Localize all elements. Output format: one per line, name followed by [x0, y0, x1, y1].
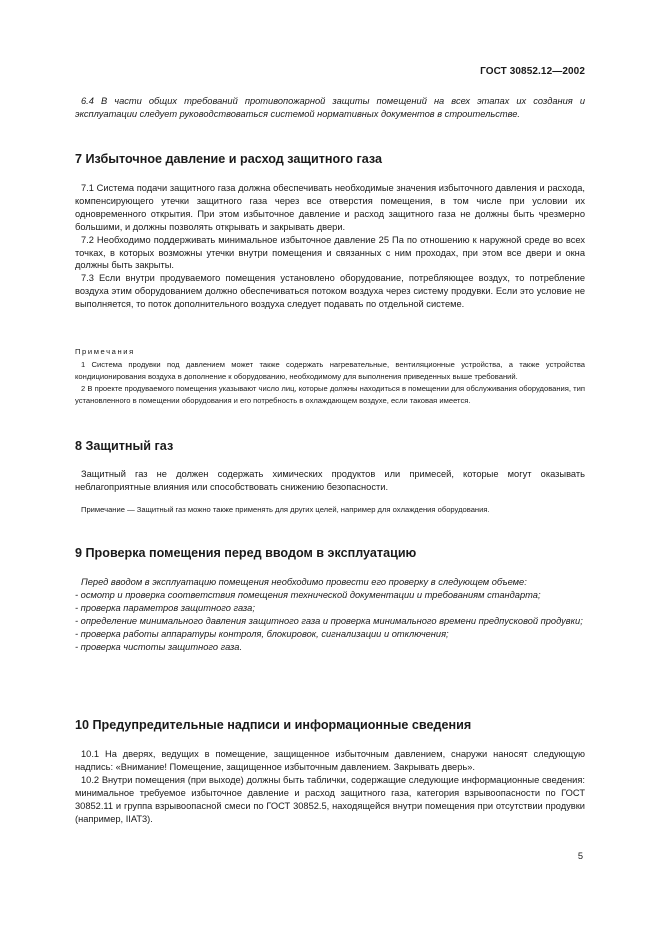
note-1: 1 Система продувки под давлением может также содержать нагревательные, вентиляционные устройства, а также устройства кондиционирования воздуха в дополнение к оборудованию, необходимому для выполнения приведенных выше требований. — [75, 360, 585, 381]
section-8-paragraph: Защитный газ не должен содержать химических продуктов или примесей, которые могут оказывать неблагоприятные влияния или способствовать снижению безопасности. — [75, 469, 585, 492]
paragraph-10-1: 10.1 На дверях, ведущих в помещение, защищенное избыточным давлением, снаружи наносят следующую надпись: «Внимание! Помещение, защищенное избыточным давлением. Закрывать дверь». — [75, 749, 585, 772]
notes-title: Примечания — [75, 347, 135, 356]
paragraph-7-2: 7.2 Необходимо поддерживать минимальное избыточное давление 25 Па по отношению к наружной среде во всех точках, в которых возможны утечки внутри помещения и связанных с ним проходах, при этом все двери и окна должны быть закрыты. — [75, 234, 585, 271]
paragraph-7-3: 7.3 Если внутри продуваемого помещения установлено оборудование, потребляющее воздух, то потребление воздуха этим оборудованием должно обеспечиваться потоком воздуха через систему продувки. Если это условие не выполняется, то поток дополнительного воздуха следует подавать по отдельной системе. — [75, 273, 585, 310]
section-10-heading: 10 Предупредительные надписи и информационные сведения — [75, 718, 472, 732]
check-item: - проверка чистоты защитного газа. — [75, 641, 243, 652]
section-7-notes — [75, 347, 585, 406]
section-7-body — [75, 182, 585, 311]
note-2: 2 В проекте продуваемого помещения указывают число лиц, которые должны находиться в помещении для обслуживания оборудования, тип установленного в помещении оборудования и его потребность в охлаждающем воздухе, если таковая имеется. — [75, 384, 585, 405]
check-item: - проверка работы аппаратуры контроля, блокировок, сигнализации и отключения; — [75, 628, 449, 639]
section-9-heading: 9 Проверка помещения перед вводом в эксплуатацию — [75, 546, 417, 560]
section-9-body — [75, 576, 585, 653]
section-8-heading: 8 Защитный газ — [75, 439, 174, 453]
paragraph-10-2: 10.2 Внутри помещения (при выходе) должны быть таблички, содержащие следующие информационные сведения: минимальное требуемое избыточное давление и расход защитного газа, категория взрывоопасности по ГОСТ 30852.11 и группа взрывоопасной смеси по ГОСТ 30852.5, находящейся внутри помещения при отсутствии продувки (например, IIАТ3). — [75, 774, 585, 824]
paragraph-6-4-text: 6.4 В части общих требований противопожарной защиты помещений на всех этапах их создания и эксплуатации следует руководствоваться системой нормативных документов в строительстве. — [75, 96, 585, 119]
section-10-body — [75, 748, 585, 825]
section-8-note: Примечание — Защитный газ можно также применять для других целей, например для охлаждения оборудования. — [81, 504, 490, 514]
section-9-intro: Перед вводом в эксплуатацию помещения необходимо провести его проверку в следующем объеме: — [81, 577, 527, 587]
section-8-body — [75, 468, 585, 515]
paragraph-6-4 — [75, 95, 585, 121]
section-7-heading: 7 Избыточное давление и расход защитного газа — [75, 152, 382, 166]
document-id: ГОСТ 30852.12—2002 — [480, 66, 585, 77]
page-number: 5 — [577, 851, 583, 861]
check-item: - определение минимального давления защитного газа и проверка минимального времени предпусковой продувки; — [75, 615, 583, 626]
check-item: - осмотр и проверка соответствия помещения технической документации и требованиям стандарта; — [75, 589, 541, 600]
check-item: - проверка параметров защитного газа; — [75, 602, 255, 613]
paragraph-7-1: 7.1 Система подачи защитного газа должна обеспечивать необходимые значения избыточного давления и расхода, компенсирующего утечки защитного газа через все отверстия помещения, в том числе при условии их одновременного открытия. При этом избыточное давление и расход защитного газа не должны быть чрезмерно большими, и должны позволять открывать и закрывать двери. — [75, 183, 585, 232]
